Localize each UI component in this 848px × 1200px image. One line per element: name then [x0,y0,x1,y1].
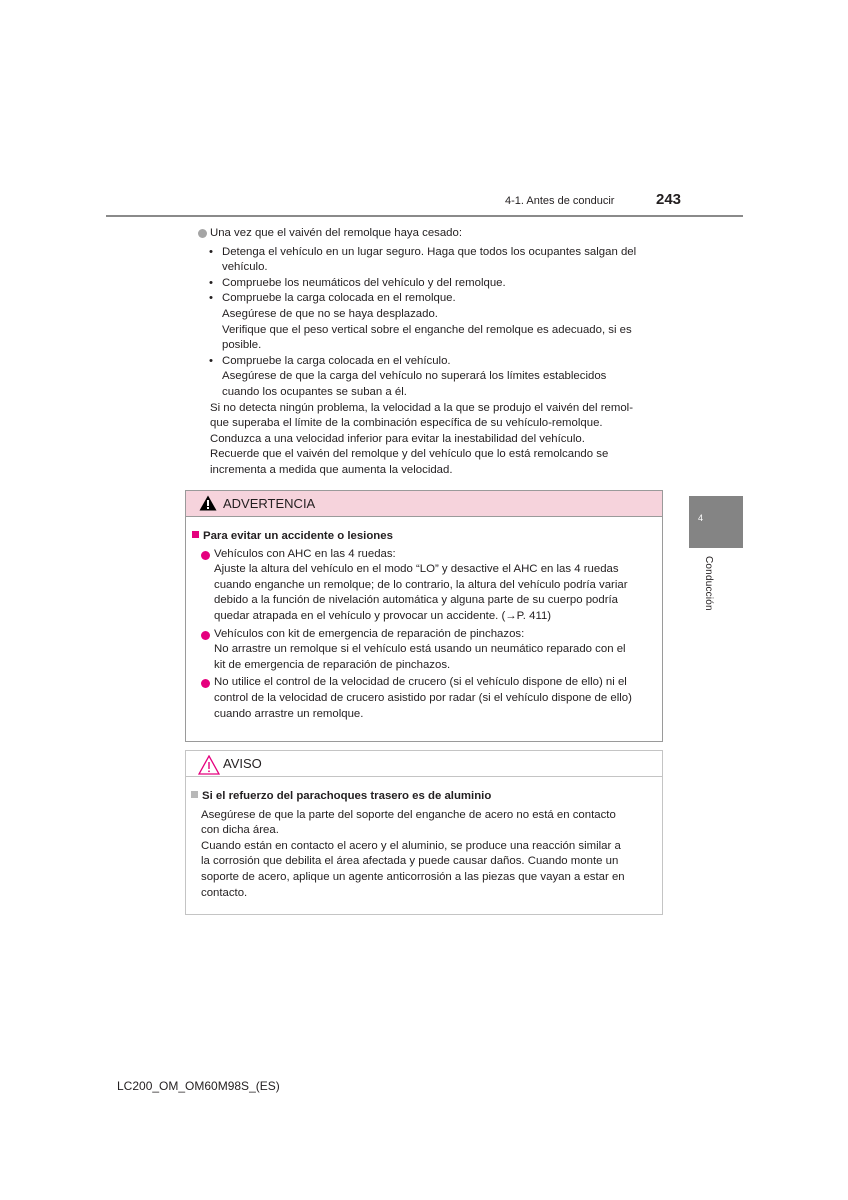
warning-line: cuando arrastre un remolque. [214,707,364,720]
warning-line: No utilice el control de la velocidad de crucero (si el vehículo dispone de ello) ni el [214,676,627,689]
notice-heading-text: Si el refuerzo del parachoques trasero es de aluminio [202,790,492,802]
item-line: Compruebe la carga colocada en el vehículo. [222,354,451,367]
warning-title: ADVERTENCIA [223,496,316,511]
warning-heading-text: Para evitar un accidente o lesiones [203,530,393,542]
item-line: vehículo. [222,261,268,274]
notice-line: Asegúrese de que la parte del soporte del enganche de acero no está en contacto [201,808,616,821]
paragraph-line: que superaba el límite de la combinación específica de su vehículo-remolque. [210,417,603,430]
notice-line: soporte de acero, aplique un agente anticorrosión a las piezas que vayan a estar en [201,870,625,883]
paragraph-line: Si no detecta ningún problema, la velocidad a la que se produjo el vaivén del remol- [210,401,633,414]
pink-bullet-icon [201,631,210,640]
page-number: 243 [656,191,682,208]
page-header-section: 4-1. Antes de conducir [505,195,615,207]
warning-body [192,529,657,722]
notice-heading [191,789,657,805]
main-content [198,226,659,479]
warning-triangle-icon [199,495,217,511]
dot-bullet-icon: • [209,292,213,305]
warning-line: kit de emergencia de reparación de pinchazos. [214,658,451,671]
footer-code: LC200_OM_OM60M98S_(ES) [117,1079,280,1093]
warning-line: debido a la función de nivelación automática y alguna parte de su cuerpo podría [214,594,619,607]
notice-header [186,751,662,777]
warning-box [185,490,663,742]
notice-text [201,808,657,902]
check-list [198,245,659,401]
warning-heading [192,529,657,545]
item-line: Verifique que el peso vertical sobre el enganche del remolque es adecuado, si es [222,323,632,336]
notice-line: la corrosión que debilita el área afectada y puede causar daños. Cuando monte un [201,855,619,868]
pink-bullet-icon [201,679,210,688]
list-item [198,354,659,401]
warning-line: Ajuste la altura del vehículo en el modo “LO” y desactive el AHC en las 4 ruedas [214,563,619,576]
item-line: Asegúrese de que no se haya desplazado. [222,307,438,320]
header-rule [106,215,743,217]
closing-paragraph [210,401,659,479]
warning-line: cuando enganche un remolque; de lo contrario, la altura del vehículo podría variar [214,578,628,591]
intro-text: Una vez que el vaivén del remolque haya cesado: [210,227,463,239]
dot-bullet-icon: • [209,276,213,289]
pink-square-icon [192,531,199,538]
item-line: Compruebe la carga colocada en el remolque. [222,292,456,305]
list-item [198,276,659,292]
gray-square-icon [191,791,198,798]
item-line: Asegúrese de que la carga del vehículo no superará los límites establecidos [222,370,607,383]
pink-bullet-icon [201,551,210,560]
notice-title: AVISO [223,756,262,771]
paragraph-line: Recuerde que el vaivén del remolque y del vehículo que lo está remolcando se [210,448,609,461]
warning-item [192,627,657,674]
chapter-tab-number: 4 [698,513,704,523]
warning-line: No arrastre un remolque si el vehículo está usando un neumático reparado con el [214,643,626,656]
notice-line: contacto. [201,886,248,899]
warning-item [192,675,657,722]
notice-body [191,789,657,901]
chapter-tab-label: Conducción [703,556,714,611]
item-line: cuando los ocupantes se suban a él. [222,385,407,398]
dot-bullet-icon: • [209,354,213,367]
item-line: Compruebe los neumáticos del vehículo y del remolque. [222,276,506,289]
notice-line: con dicha área. [201,824,279,837]
warning-item [192,547,657,625]
gray-bullet-icon [198,229,207,238]
notice-triangle-icon [198,755,220,775]
warning-header [186,491,662,517]
intro-bullet [198,226,659,242]
paragraph-line: incrementa a medida que aumenta la velocidad. [210,463,453,476]
list-item [198,291,659,353]
dot-bullet-icon: • [209,245,213,258]
warning-line: control de la velocidad de crucero asistido por radar (si el vehículo dispone de ello) [214,691,632,704]
warning-line: Vehículos con kit de emergencia de reparación de pinchazos: [214,627,525,640]
paragraph-line: Conduzca a una velocidad inferior para evitar la inestabilidad del vehículo. [210,432,585,445]
notice-box [185,750,663,915]
warning-line: quedar atrapada en el vehículo y provocar un accidente. (→P. 411) [214,609,552,622]
item-line: posible. [222,339,262,352]
item-line: Detenga el vehículo en un lugar seguro. Haga que todos los ocupantes salgan del [222,245,637,258]
warning-line: Vehículos con AHC en las 4 ruedas: [214,547,396,560]
notice-line: Cuando están en contacto el acero y el aluminio, se produce una reacción similar a [201,839,621,852]
list-item [198,245,659,276]
